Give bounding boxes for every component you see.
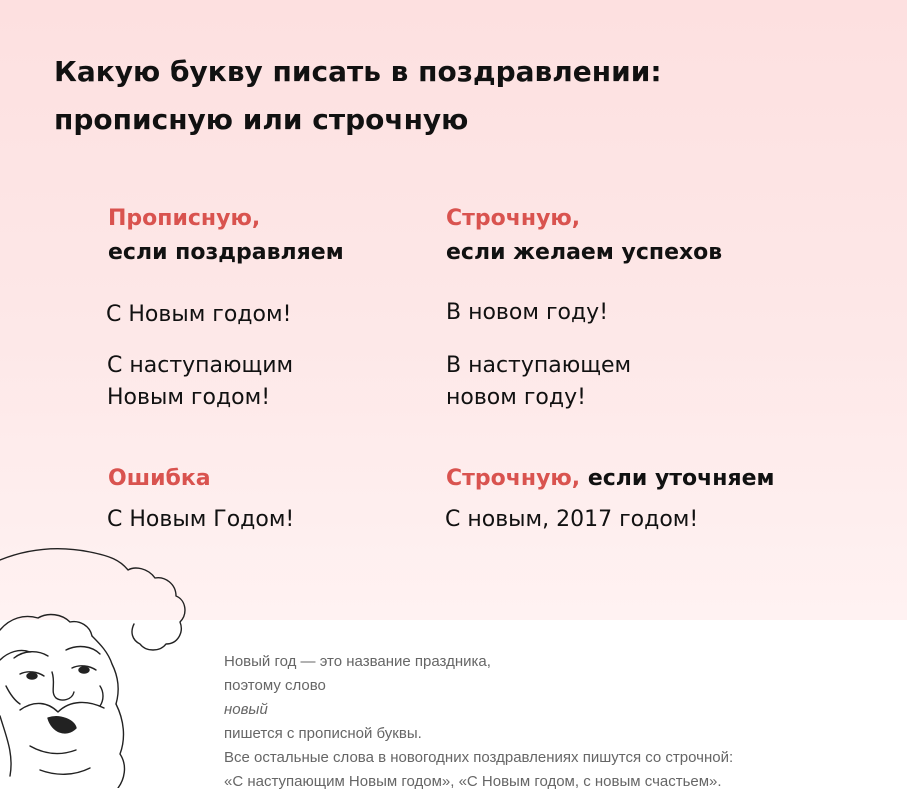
note-line2 <box>224 674 884 746</box>
lowercase-example-2 <box>446 350 631 414</box>
santa-claus-face-drawing <box>0 540 210 788</box>
error-example <box>107 504 294 536</box>
page-title-line2: прописную или строчную <box>54 103 469 136</box>
note-line1: Новый год — это название праздника, <box>224 653 491 670</box>
page-title <box>54 48 874 144</box>
note-line2-pre: поэтому слово <box>224 677 326 694</box>
note-line2-post: пишется с прописной буквы. <box>224 725 422 742</box>
capital-example-2-line1: С наступающим <box>107 353 294 378</box>
lowercase-example-2-line1: В наступающем <box>446 353 632 378</box>
clarify-example-text: С новым, 2017 годом! <box>445 507 699 532</box>
error-heading: Ошибка <box>108 466 211 491</box>
lowercase-rule-heading: Строчную, <box>446 206 581 231</box>
explanation-note <box>224 650 884 794</box>
clarify-heading-red: Строчную, <box>446 466 581 491</box>
clarify-heading-black: если уточняем <box>580 466 775 491</box>
error-example-text: С Новым Годом! <box>107 507 295 532</box>
note-line2-emphasis: новый <box>224 701 268 718</box>
lowercase-example-1 <box>446 297 608 329</box>
capital-example-2-line2: Новым годом! <box>107 385 271 410</box>
capital-rule-heading: Прописную, <box>108 206 261 231</box>
capital-rule-condition: если поздравляем <box>108 240 344 265</box>
lowercase-rule-condition: если желаем успехов <box>446 240 723 265</box>
capital-example-1-text: С Новым годом! <box>106 302 292 327</box>
note-line3: Все остальные слова в новогодних поздравлениях пишутся со строчной: <box>224 749 734 766</box>
clarify-heading <box>446 462 775 497</box>
clarify-example <box>445 504 698 536</box>
capital-example-1 <box>106 299 291 331</box>
note-line4: «С наступающим Новым годом», «С Новым годом, с новым счастьем». <box>224 773 722 790</box>
lowercase-example-2-line2: новом году! <box>446 385 586 410</box>
error-block <box>108 462 211 496</box>
page-title-line1: Какую букву писать в поздравлении: <box>54 55 662 88</box>
lowercase-rule-column <box>446 202 866 270</box>
capital-example-2 <box>107 350 293 414</box>
lowercase-example-1-text: В новом году! <box>446 300 609 325</box>
capital-rule-column <box>108 202 428 270</box>
